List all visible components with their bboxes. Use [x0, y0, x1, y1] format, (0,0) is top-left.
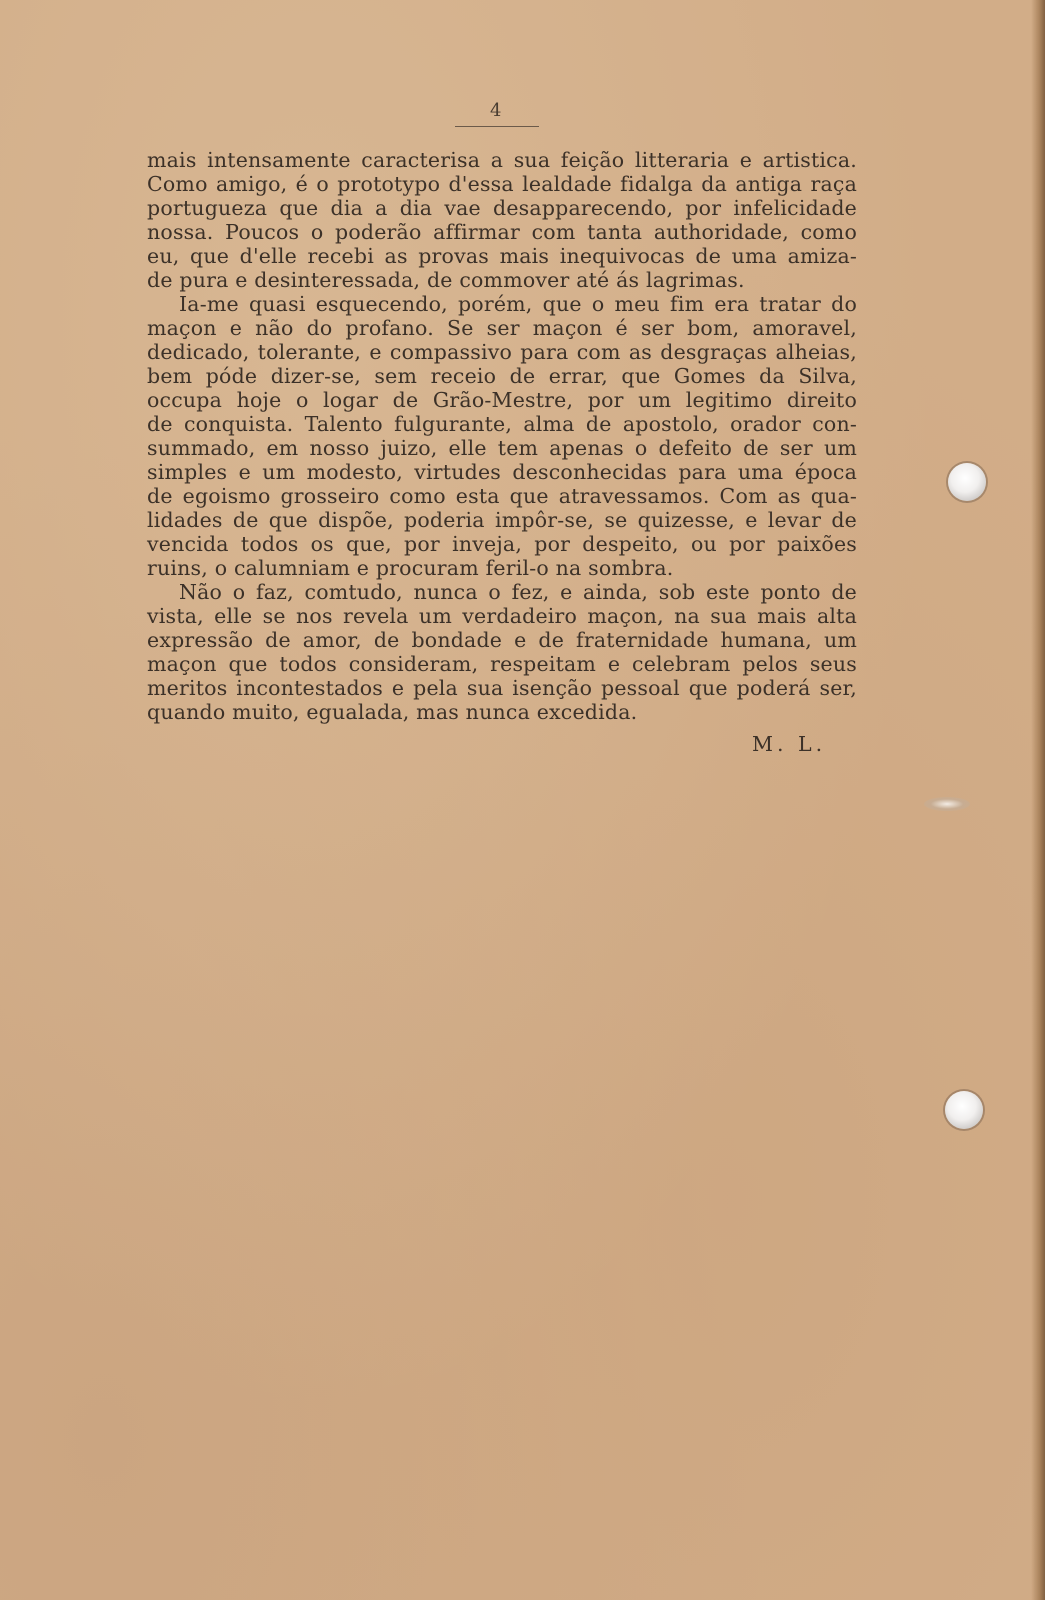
text-line: de conquista. Talento fulgurante, alma de apostolo, orador con- — [147, 412, 857, 436]
text-line: dedicado, tolerante, e compassivo para com as desgraças alheias, — [147, 340, 857, 364]
author-signature: M. L. — [752, 732, 827, 756]
text-line: Não o faz, comtudo, nunca o fez, e ainda, sob este ponto de — [179, 580, 857, 604]
text-line: summado, em nosso juizo, elle tem apenas o defeito de ser um — [147, 436, 857, 460]
page-number: 4 — [490, 100, 502, 121]
text-line: de pura e desinteressada, de commover até ás lagrimas. — [147, 268, 745, 292]
text-line: ruins, o calumniam e procuram feril-o na sombra. — [147, 556, 674, 580]
paper-stain — [924, 797, 970, 811]
text-line: maçon que todos consideram, respeitam e celebram pelos seus — [147, 652, 857, 676]
text-line: nossa. Poucos o poderão affirmar com tanta authoridade, como — [147, 220, 857, 244]
text-line: de egoismo grosseiro como esta que atravessamos. Com as qua- — [147, 484, 857, 508]
body-text — [147, 148, 857, 724]
page-number-rule — [455, 126, 539, 127]
text-line: expressão de amor, de bondade e de fraternidade humana, um — [147, 628, 857, 652]
page-edge-shadow — [1031, 0, 1045, 1600]
text-line: mais intensamente caracterisa a sua feição litteraria e artistica. — [147, 148, 857, 172]
text-line: eu, que d'elle recebi as provas mais inequivocas de uma amiza- — [147, 244, 857, 268]
text-line: portugueza que dia a dia vae desapparecendo, por infelicidade — [147, 196, 857, 220]
text-line: simples e um modesto, virtudes desconhecidas para uma época — [147, 460, 857, 484]
text-line: Ia-me quasi esquecendo, porém, que o meu fim era tratar do — [179, 292, 857, 316]
text-line: vista, elle se nos revela um verdadeiro maçon, na sua mais alta — [147, 604, 857, 628]
text-line: maçon e não do profano. Se ser maçon é ser bom, amoravel, — [147, 316, 857, 340]
text-line: occupa hoje o logar de Grão-Mestre, por um legitimo direito — [147, 388, 857, 412]
punch-hole — [945, 1091, 983, 1129]
text-line: meritos incontestados e pela sua isenção pessoal que poderá ser, — [147, 676, 857, 700]
text-line: quando muito, egualada, mas nunca excedida. — [147, 700, 638, 724]
text-line: bem póde dizer-se, sem receio de errar, que Gomes da Silva, — [147, 364, 857, 388]
text-line: lidades de que dispõe, poderia impôr-se, se quizesse, e levar de — [147, 508, 857, 532]
punch-hole — [948, 463, 986, 501]
text-line: Como amigo, é o prototypo d'essa lealdade fidalga da antiga raça — [147, 172, 857, 196]
text-line: vencida todos os que, por inveja, por despeito, ou por paixões — [147, 532, 857, 556]
